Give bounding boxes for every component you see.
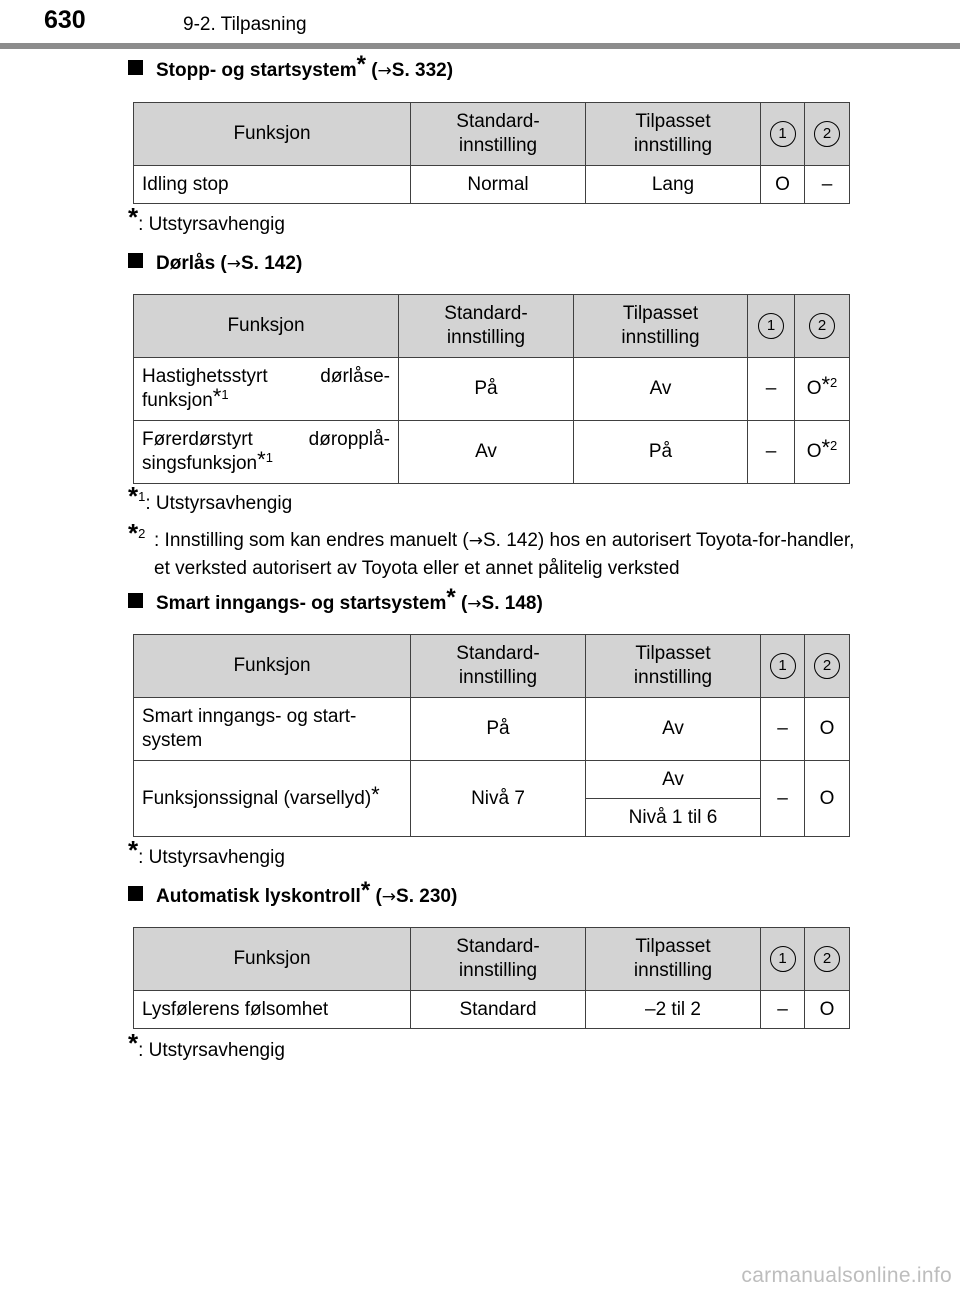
footnote: *: Utstyrsavhengig (128, 835, 285, 868)
settings-table-auto-light (133, 927, 850, 1029)
table-row: Førerdørstyrt døropplå-singsfunksjon*$^1$ Av På – O*$^2$ (134, 421, 850, 484)
star-icon: * (360, 877, 371, 904)
table-row: Nivå 1 til 6 (134, 799, 850, 837)
page-header (0, 0, 960, 50)
square-bullet-icon (128, 60, 143, 75)
header-function: Funksjon (134, 928, 411, 991)
watermark: carmanualsonline.info (741, 1264, 952, 1287)
table-header-row (134, 928, 850, 991)
table-header-row (134, 103, 850, 166)
header-function: Funksjon (134, 635, 411, 698)
table-header-row (134, 635, 850, 698)
header-rule (0, 43, 960, 49)
footnote: *$^2$ : Innstilling som kan endres manuelt (→S. 142) hos en autorisert Toyota-for-handler, et verksted autorisert av Toyota eller et annet pålitelig verksted (128, 518, 855, 579)
circled-1-icon: 1 (758, 313, 784, 339)
footnote: *: Utstyrsavhengig (128, 202, 285, 235)
header-col-1 (761, 635, 805, 698)
circled-1-icon: 1 (770, 121, 796, 147)
arrow-right-icon: → (468, 531, 483, 551)
header-custom: Tilpasset innstilling (586, 635, 761, 698)
square-bullet-icon (128, 253, 143, 268)
arrow-right-icon: → (381, 887, 397, 907)
section-heading-stop-start: Stopp- og startsystem* (→S. 332) (128, 60, 453, 82)
circled-1-icon: 1 (770, 653, 796, 679)
header-function: Funksjon (134, 295, 399, 358)
header-default: Standard- innstilling (399, 295, 574, 358)
header-col-2 (805, 103, 850, 166)
settings-table-smart-entry (133, 634, 850, 837)
settings-table-stop-start (133, 102, 850, 204)
table-row: Smart inngangs- og start-system På Av – O (134, 698, 850, 761)
header-col-2 (805, 928, 850, 991)
section-heading-auto-light: Automatisk lyskontroll* (→S. 230) (128, 886, 457, 908)
header-col-2 (805, 635, 850, 698)
table-row: Idling stop Normal Lang O – (134, 166, 850, 204)
arrow-right-icon: → (377, 61, 392, 81)
header-custom: Tilpasset innstilling (574, 295, 748, 358)
footnote: *$^1$: Utstyrsavhengig (128, 481, 293, 514)
table-row: Lysfølerens følsomhet Standard –2 til 2 – O (134, 991, 850, 1029)
circled-2-icon: 2 (814, 121, 840, 147)
chapter-title: 9-2. Tilpasning (183, 14, 307, 35)
circled-2-icon: 2 (814, 946, 840, 972)
table-header-row (134, 295, 850, 358)
page-ref: S. 332 (391, 60, 447, 81)
arrow-right-icon: → (467, 594, 482, 614)
circled-2-icon: 2 (809, 313, 835, 339)
header-col-1 (748, 295, 795, 358)
star-icon: * (356, 51, 366, 78)
table-row: Funksjonssignal (varsellyd)* Nivå 7 Av – O (134, 761, 850, 799)
page-ref: S. 148 (481, 593, 537, 614)
header-default: Standard- innstilling (411, 928, 586, 991)
page-number: 630 (44, 6, 86, 34)
square-bullet-icon (128, 886, 143, 901)
header-custom: Tilpasset innstilling (586, 103, 761, 166)
star-icon: * (446, 584, 456, 611)
page-ref: S. 230 (396, 886, 451, 907)
table-row: Hastighetsstyrt dørlåse-funksjon*$^1$ På Av – O*$^2$ (134, 358, 850, 421)
arrow-right-icon: → (226, 254, 241, 274)
header-function: Funksjon (134, 103, 411, 166)
header-default: Standard- innstilling (411, 103, 586, 166)
circled-2-icon: 2 (814, 653, 840, 679)
header-custom: Tilpasset innstilling (586, 928, 761, 991)
circled-1-icon: 1 (770, 946, 796, 972)
section-heading-smart-entry: Smart inngangs- og startsystem* (→S. 148) (128, 593, 543, 615)
header-default: Standard- innstilling (411, 635, 586, 698)
header-col-2 (795, 295, 850, 358)
footnote: *: Utstyrsavhengig (128, 1028, 285, 1061)
section-heading-door-lock: Dørlås (→S. 142) (128, 253, 302, 275)
square-bullet-icon (128, 593, 143, 608)
page-ref: S. 142 (241, 253, 296, 274)
settings-table-door-lock (133, 294, 850, 484)
header-col-1 (761, 103, 805, 166)
header-col-1 (761, 928, 805, 991)
